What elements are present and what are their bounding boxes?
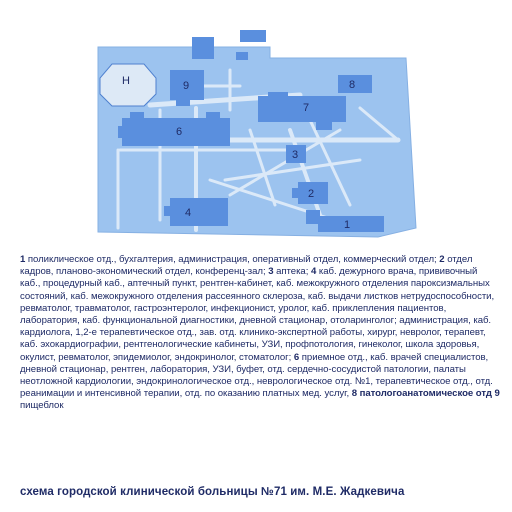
building-8-label: 8 [349, 79, 356, 91]
building-1-label: 1 [344, 219, 351, 231]
legend-number: 4 [310, 266, 317, 278]
building-7-label: 7 [303, 102, 310, 114]
legend-text: отдел кадров, планово-экономический отдел, конференц-зал; [20, 254, 473, 278]
building-4-label: 4 [185, 207, 192, 219]
legend-text: аптека; [273, 266, 311, 278]
legend-item-4 [20, 266, 494, 362]
building-4 [164, 198, 228, 226]
hospital-site-map [0, 0, 512, 240]
legend-number: 8 [351, 388, 357, 400]
legend-item-3 [268, 266, 311, 277]
legend-item-8 [352, 388, 495, 399]
legend-text: каб. дежурного врача, прививочный каб., процедурный каб., аптечный пункт, рентген-кабинет, каб. межокружного отделения пароксизмальных состояний, каб. межокружного отделения рассеянного склероза, каб. выдачи листков нетрудоспособности, ревматолог, травматолог, гастроэнтеролог, инфекционист, уролог, каб. приклепления пациентов, лаборатория, каб. функциональной диагностики, дневной стационар, отоларинголог; администрация, каб. кардиолога, 1,2-е терапевтическое отд., зав. отд. клинико-экспертной работы, хирург, невролог, терапевт, каб. эхокардиографии, рентгенологические кабинеты, УЗИ, профпотология, гинеколог, школа здоровья, окулист, ревматолог, эпидемиолог, эндокринолог, стоматолог; [20, 266, 495, 363]
legend-number: 3 [268, 266, 274, 278]
building-2-label: 2 [308, 188, 315, 200]
legend-number: 9 [494, 388, 500, 400]
building-6-label: 6 [176, 126, 183, 138]
legend-text: поликлическое отд., бухгалтерия, администрация, оперативный отдел, коммерческий отдел; [25, 254, 440, 265]
legend-number: 2 [439, 254, 445, 265]
legend-text: приемное отд., каб. врачей специалистов, дневной стационар, рентген, лаборатория, УЗИ, буфет, отд. сердечно-сосудистой патологии, палаты неотложной кардиологии, эндокринологическое отд., неврологическое отд. №1, терапевтическое отд., отд. реанимации и интенсивной терапии, отд. по оказанию платных мед. услуг, [20, 351, 493, 400]
legend-text: патологоанатомическое отд [356, 388, 495, 400]
building-legend [20, 254, 500, 413]
heliport-label: H [122, 75, 130, 87]
building-9-label: 9 [183, 80, 190, 92]
map-caption: схема городской клинической больницы №71 им. М.Е. Жадкевича [20, 486, 405, 498]
legend-number: 6 [293, 351, 300, 363]
legend-number: 1 [20, 254, 26, 265]
legend-item-1 [20, 254, 439, 265]
legend-text: пищеблок [20, 400, 64, 412]
building-3-label: 3 [292, 149, 299, 161]
